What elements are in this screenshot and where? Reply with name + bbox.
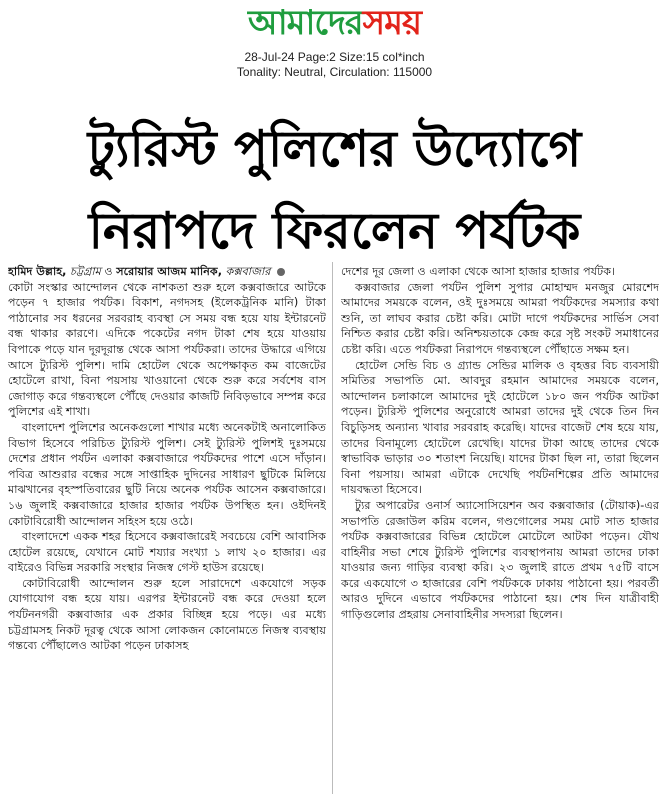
metadata-line-2: Tonality: Neutral, Circulation: 115000 [236, 65, 433, 79]
byline [8, 264, 326, 280]
byline-author-1: হামিদ উল্লাহ, [8, 265, 67, 278]
column-divider [332, 262, 333, 794]
byline-joiner: ও [104, 265, 113, 278]
article-column-left [8, 264, 326, 794]
bullet-icon [277, 268, 285, 276]
article-column-right [341, 264, 659, 794]
article-paragraph: কোটাবিরোধী আন্দোলন শুরু হলে সারাদেশে একযোগে সড়ক যোগাযোগ বন্ধ হয়ে যায়। এরপর ইন্টারনেট বন্ধ করে দেওয়া হলে পর্যটননগরী কক্সবাজার এক প্রকার বিচ্ছিন্ন হয়ে পড়ে। এর মধ্যে চট্টগ্রামসহ নিকট দূরত্ব থেকে আসা লোকজন কোনোমতে নিজস্ব ব্যবস্থায় গন্তব্যে পৌঁছালেও আটকা পড়েন ঢাকাসহ [8, 576, 326, 653]
headline [0, 108, 669, 272]
headline-line-1: ট্যুরিস্ট পুলিশের উদ্যোগে [87, 120, 582, 178]
newspaper-logo [248, 2, 421, 44]
article-paragraph: ট্যুর অপারেটর ওনার্স অ্যাসোসিয়েশন অব কক্সবাজার (টোয়াক)-এর সভাপতি রেজাউল করিম বলেন, গণ্ডগোলের সময় মোট সাত হাজার পর্যটক কক্সবাজারের বিভিন্ন হোটেলে মোটেলে আটকা পড়েন। যৌথ বাহিনীর সভা শেষে ট্যুরিস্ট পুলিশের ব্যবস্থাপনায় আমরা তাদের ঢাকা যাওয়ার জন্য গাড়ির ব্যবস্থা করি। ২৩ জুলাই রাতে প্রথম ৭৫টি বাসে করে একযোগে ৩ হাজারের বেশি পর্যটককে ঢাকায় পাঠানো হয়। পরবর্তী আরও দুদিনে এভাবে পর্যটকদের পাঠানো হয়। শেষ দিন যাত্রীবাহী গাড়িগুলোর প্রহরায় সেনাবাহিনীর সদস্যরা ছিলেন। [341, 498, 659, 622]
byline-author-2: সরোয়ার আজম মানিক, [116, 265, 222, 278]
byline-place-1: চট্টগ্রাম [69, 265, 101, 278]
article-paragraph: বাংলাদেশ পুলিশের অনেকগুলো শাখার মধ্যে অনেকটাই অনালোকিত বিভাগ হিসেবে পরিচিত ট্যুরিস্ট পুলিশ। সেই ট্যুরিস্ট পুলিশই দুঃসময়ে দেশের প্রধান পর্যটন এলাকা কক্সবাজারে পর্যটকদের পাশে এসে দাঁড়ান। পবিত্র আশুরার বন্ধের সঙ্গে সাপ্তাহিক দুদিনের সাধারণ ছুটিকে মিলিয়ে মাঝখানের বৃহস্পতিবারের ছুটি নিয়ে অনেক পর্যটক আসেন কক্সবাজারে। ১৬ জুলাই কক্সবাজারে হাজার হাজার পর্যটক উপস্থিত হন। ওইদিনই কোটাবিরোধী আন্দোলন সহিংস হয়ে ওঠে। [8, 420, 326, 528]
article-paragraph: দেশের দূর জেলা ও এলাকা থেকে আসা হাজার হাজার পর্যটক। [341, 265, 616, 278]
logo-part-1: আমাদের [248, 3, 363, 43]
byline-place-2: কক্সবাজার [225, 265, 271, 278]
article-paragraph: কক্সবাজার জেলা পর্যটন পুলিশ সুপার মোহাম্মদ মনজুর মোরশেদ আমাদের সময়কে বলেন, ওই দুঃসময়ে আমরা পর্যটকদের সমস্যার কথা শুনি, তা লাঘব করার চেষ্টা করি। মোটা দাগে পর্যটকদের সার্ভিস সেবা নিশ্চিত করার চেষ্টা করি। অনিশ্চয়তাকে কেন্দ্র করে সৃষ্ট সংকট সমাধানের চেষ্টা করি। এতে পর্যটকরা নিরাপদে গন্তব্যস্থলে পৌঁছাতে সক্ষম হন। [341, 280, 659, 356]
article-paragraph: হোটেল সেন্ডি বিচ ও গ্র্যান্ড সেন্ডির মালিক ও বৃহত্তর বিচ ব্যবসায়ী সমিতির সভাপতি মো. আবদুর রহমান আমাদের সময়কে বলেন, আন্দোলন চলাকালে আমাদের দুই হোটেলে ১৮০ জন পর্যটক আটকা পড়েন। ট্যুরিস্ট পুলিশের অনুরোধে আমরা তাদের দুই থেকে তিন দিন বিচুড়িসহ অন্যান্য খাবার সরবরাহ করেছি। যাদের বাজেট শেষ হয়ে যায়, তাদের বিনামূল্যে হোটেলে রেখেছি। যাদের টাকা আছে তাদের থেকে স্বাভাবিক ভাড়ার ৩০ শতাংশ নিয়েছি। যাদের টাকা ছিল না, তারা ছিলেন বিনা পয়সায়। আমরা এটাকে দেখেছি পর্যটনশিল্পের প্রতি আমাদের দায়বদ্ধতা হিসেবে। [341, 358, 659, 497]
article-paragraph: কোটা সংস্কার আন্দোলন থেকে নাশকতা শুরু হলে কক্সবাজারে আটকে পড়েন ৭ হাজার পর্যটক। বিকাশ, নগদসহ (ইলেকট্রনিক মানি) টাকা পাঠানোর সব ধরনের সরবরাহ ব্যবস্থা সে সময় বন্ধ হয়ে যায় ইন্টারনেট বন্ধ থাকার কারণে। এদিকে পকেটের নগদ টাকা শেষ হয়ে যাওয়ায় বিপাকে পড়ে যান দূরদূরান্ত থেকে আসা পর্যটকরা। তাদের উদ্ধারে এগিয়ে আসে ট্যুরিস্ট পুলিশ। দামি হোটেল থেকে অপেক্ষাকৃত কম বাজেটের হোটেলে রাখা, বিনা পয়সায় খাওয়ানো থেকে শুরু করে সর্বশেষ বাস জোগাড় করে গন্তব্যস্থলে পৌঁছে দেওয়ার কাজটি নিবিড়ভাবে সম্পন্ন করে পুলিশের এই শাখা। [8, 280, 326, 419]
masthead [0, 0, 669, 48]
article-paragraph: বাংলাদেশে একক শহর হিসেবে কক্সবাজারেই সবচেয়ে বেশি আবাসিক হোটেল রয়েছে, যেখানে মোট শয্যার সংখ্যা ১ লাখ ২০ হাজার। এর বাইরেও বিভিন্ন সরকারি সংস্থার নিজস্ব গেস্ট হাউস রয়েছে। [8, 530, 326, 575]
logo-part-2: সময় [362, 3, 421, 43]
metadata-line-1: 28-Jul-24 Page:2 Size:15 col*inch [244, 50, 425, 64]
clipping-metadata [0, 50, 669, 80]
headline-line-2: নিরাপদে ফিরলেন পর্যটক [88, 202, 581, 260]
